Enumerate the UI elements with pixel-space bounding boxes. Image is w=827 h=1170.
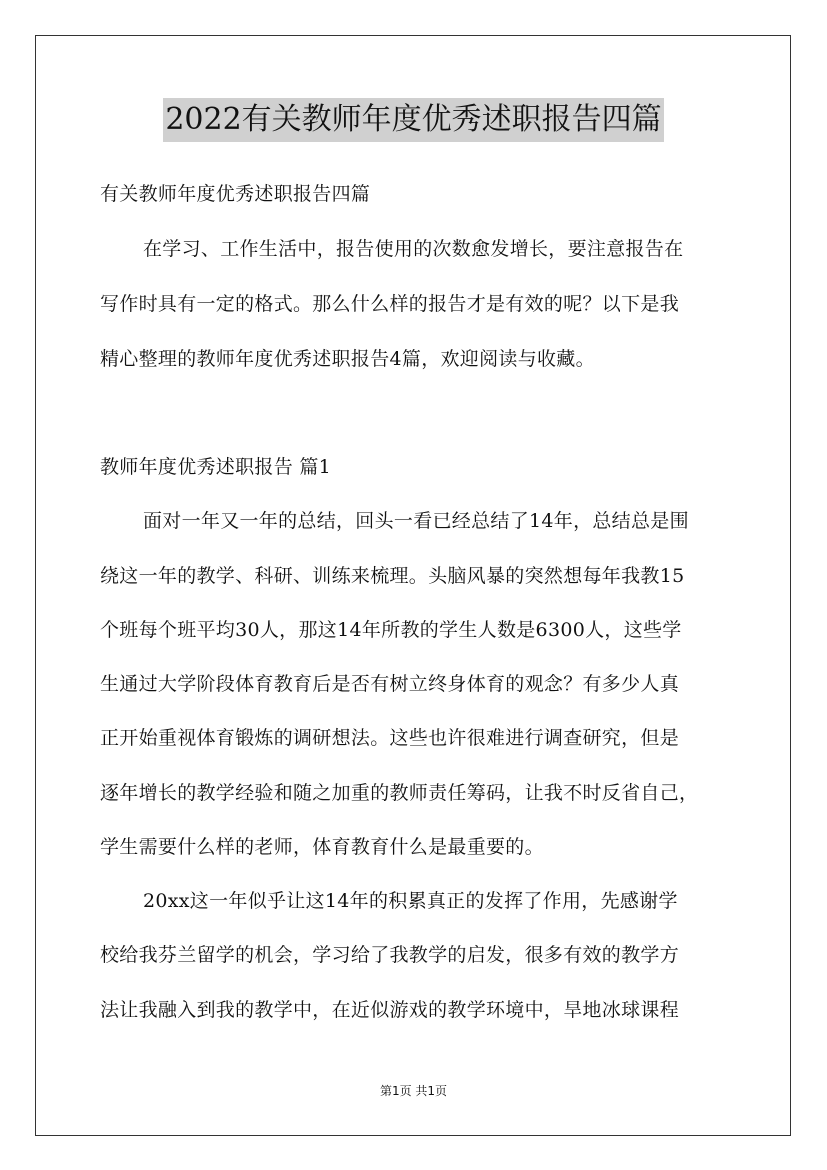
section-heading: 教师年度优秀述职报告 篇1 — [100, 456, 332, 478]
paragraph-line: 正开始重视体育锻炼的调研想法。这些也许很难进行调查研究，但是 — [100, 727, 680, 749]
paragraph-line: 校给我芬兰留学的机会，学习给了我教学的启发，很多有效的教学方 — [100, 944, 680, 966]
paragraph-line: 生通过大学阶段体育教育后是否有树立终身体育的观念？有多少人真 — [100, 673, 680, 695]
paragraph-line: 20xx这一年似乎让这14年的积累真正的发挥了作用，先感谢学 — [143, 890, 678, 912]
paragraph-line: 法让我融入到我的教学中，在近似游戏的教学环境中，旱地冰球课程 — [100, 999, 680, 1021]
intro-line: 精心整理的教师年度优秀述职报告4篇，欢迎阅读与收藏。 — [100, 348, 595, 370]
paragraph-line: 面对一年又一年的总结，回头一看已经总结了14年，总结总是围 — [143, 510, 689, 532]
intro-line: 在学习、工作生活中，报告使用的次数愈发增长，要注意报告在 — [143, 238, 684, 260]
document-title: 2022有关教师年度优秀述职报告四篇 — [163, 98, 663, 142]
document-subtitle: 有关教师年度优秀述职报告四篇 — [100, 183, 371, 205]
page-footer: 第1页 共1页 — [379, 1084, 448, 1098]
intro-line: 写作时具有一定的格式。那么什么样的报告才是有效的呢？以下是我 — [100, 293, 680, 315]
paragraph-line: 逐年增长的教学经验和随之加重的教师责任筹码，让我不时反省自己， — [100, 782, 699, 804]
document-title-wrap — [0, 98, 827, 142]
paragraph-line: 学生需要什么样的老师，体育教育什么是最重要的。 — [100, 836, 544, 858]
paragraph-line: 绕这一年的教学、科研、训练来梳理。头脑风暴的突然想每年我教15 — [100, 565, 685, 587]
paragraph-line: 个班每个班平均30人，那这14年所教的学生人数是6300人，这些学 — [100, 619, 682, 641]
